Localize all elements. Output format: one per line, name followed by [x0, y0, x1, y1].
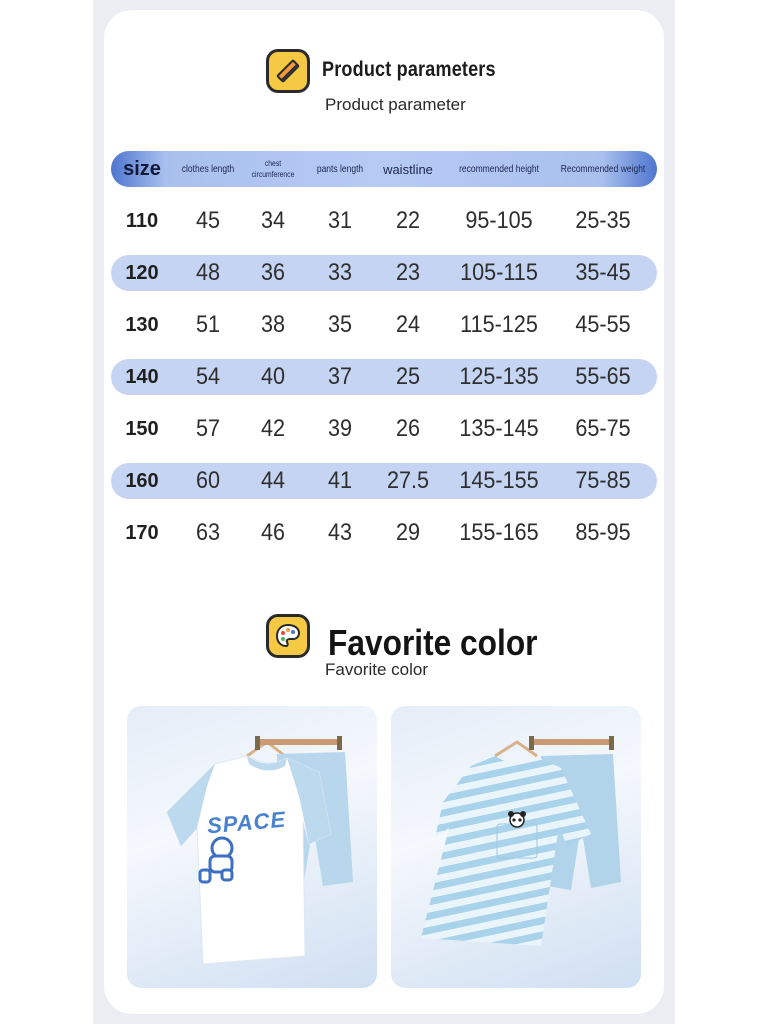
page-margin-right	[675, 0, 768, 1024]
cell-size: 140	[125, 365, 159, 388]
cell-height: 95-105	[465, 207, 533, 234]
cell-size: 160	[125, 469, 159, 492]
cell-size: 170	[125, 521, 159, 544]
cell-chest: 42	[260, 415, 286, 442]
cell-waistline: 24	[395, 311, 421, 338]
cell-height: 125-135	[459, 363, 539, 390]
header-size: size	[123, 157, 161, 180]
page-margin-left	[0, 0, 93, 1024]
cell-waistline: 23	[395, 259, 421, 286]
cell-weight: 55-65	[575, 363, 631, 390]
product-photo-striped-set[interactable]	[391, 706, 641, 988]
cell-clothes-length: 51	[195, 311, 221, 338]
cell-clothes-length: 63	[195, 519, 221, 546]
cell-clothes-length: 48	[195, 259, 221, 286]
cell-pants-length: 31	[327, 207, 353, 234]
shirt-print-text: SPACE	[206, 806, 288, 839]
params-title: Product parameters	[322, 58, 496, 81]
cell-weight: 75-85	[575, 467, 631, 494]
cell-waistline: 22	[395, 207, 421, 234]
cell-pants-length: 39	[327, 415, 353, 442]
header-waistline: waistline	[383, 161, 433, 177]
ruler-pencil-icon	[266, 49, 310, 93]
cell-size: 150	[125, 417, 159, 440]
cell-pants-length: 43	[327, 519, 353, 546]
cell-height: 135-145	[459, 415, 539, 442]
astronaut-icon	[196, 836, 242, 884]
cell-clothes-length: 45	[195, 207, 221, 234]
cell-size: 130	[125, 313, 159, 336]
cell-chest: 38	[260, 311, 286, 338]
cell-weight: 25-35	[575, 207, 631, 234]
header-pants-length: pants length	[316, 163, 364, 175]
cell-chest: 44	[260, 467, 286, 494]
cell-pants-length: 41	[327, 467, 353, 494]
cell-waistline: 26	[395, 415, 421, 442]
cell-height: 105-115	[460, 259, 538, 286]
table-row	[111, 359, 657, 395]
header-recommended-height: recommended height	[459, 163, 539, 175]
table-row	[111, 411, 657, 447]
product-photo-space-set[interactable]	[127, 706, 377, 988]
table-row	[111, 307, 657, 343]
table-row	[111, 515, 657, 551]
cell-chest: 40	[260, 363, 286, 390]
cell-weight: 45-55	[575, 311, 631, 338]
favorite-color-title: Favorite color	[328, 622, 538, 663]
table-row	[111, 463, 657, 499]
header-recommended-weight: Recommended weight	[560, 163, 646, 175]
cell-height: 145-155	[459, 467, 539, 494]
cell-height: 155-165	[459, 519, 539, 546]
cell-weight: 65-75	[575, 415, 631, 442]
cell-clothes-length: 57	[195, 415, 221, 442]
cell-pants-length: 35	[327, 311, 353, 338]
header-chest-circumference: chest circumference	[251, 159, 295, 179]
cell-weight: 35-45	[575, 259, 631, 286]
params-subtitle: Product parameter	[325, 95, 466, 114]
cell-pants-length: 33	[327, 259, 353, 286]
cell-chest: 36	[260, 259, 286, 286]
cell-waistline: 25	[395, 363, 421, 390]
cell-pants-length: 37	[327, 363, 353, 390]
cell-chest: 46	[260, 519, 286, 546]
table-row	[111, 203, 657, 239]
cell-height: 115-125	[460, 311, 538, 338]
cell-size: 110	[125, 209, 159, 232]
table-row	[111, 255, 657, 291]
header-clothes-length: clothes length	[181, 163, 235, 175]
cell-size: 120	[125, 261, 159, 284]
favorite-color-subtitle: Favorite color	[325, 660, 428, 679]
palette-icon	[266, 614, 310, 658]
cell-waistline: 29	[395, 519, 421, 546]
cell-clothes-length: 60	[195, 467, 221, 494]
cell-weight: 85-95	[575, 519, 631, 546]
cell-waistline: 27.5	[386, 467, 430, 494]
cell-clothes-length: 54	[195, 363, 221, 390]
cell-chest: 34	[260, 207, 286, 234]
